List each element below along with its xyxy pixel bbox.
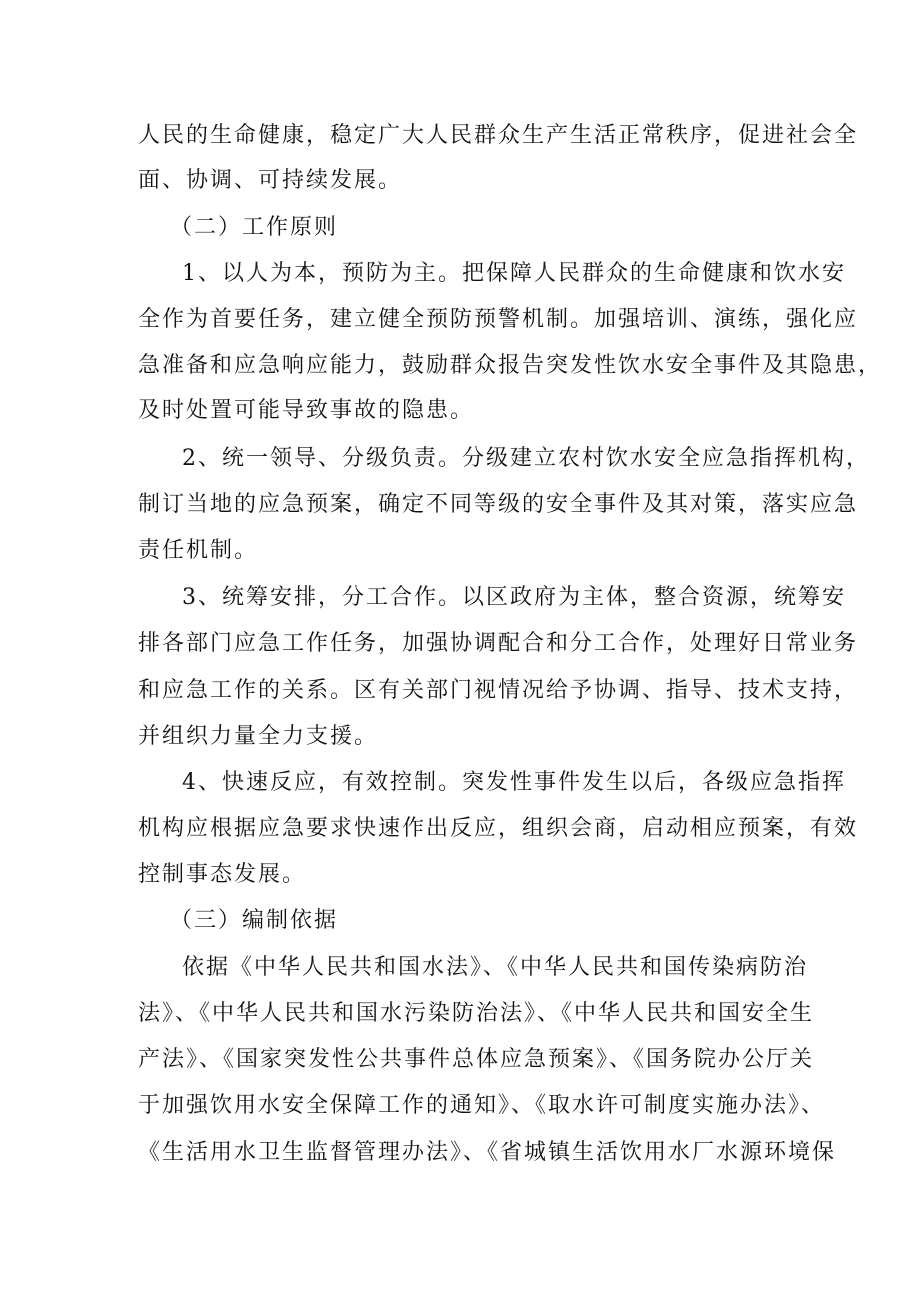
paragraph-line: 和应急工作的关系。区有关部门视情况给予协调、指导、技术支持，	[138, 678, 859, 703]
paragraph-line: 制订当地的应急预案，确定不同等级的安全事件及其对策，落实应急	[138, 492, 859, 517]
paragraph-line: 4、快速反应，有效控制。突发性事件发生以后，各级应急指挥	[182, 770, 846, 795]
paragraph-line: 及时处置可能导致事故的隐患。	[138, 398, 475, 423]
paragraph-line: 全作为首要任务，建立健全预防预警机制。加强培训、演练，强化应	[138, 307, 859, 332]
paragraph-line: 控制事态发展。	[138, 862, 307, 887]
paragraph-line: 于加强饮用水安全保障工作的通知》、《取水许可制度实施办法》、	[138, 1093, 826, 1118]
section-heading-basis: （三）编制依据	[170, 908, 339, 933]
paragraph-line: 1、以人为本，预防为主。把保障人民群众的生命健康和饮水安	[182, 261, 846, 286]
paragraph-line: 《生活用水卫生监督管理办法》、《省城镇生活饮用水厂水源环境保	[138, 1140, 837, 1165]
paragraph-line: 人民的生命健康，稳定广大人民群众生产生活正常秩序，促进社会全	[138, 123, 859, 148]
paragraph-line: 依据《中华人民共和国水法》、《中华人民共和国传染病防治	[182, 955, 809, 980]
paragraph-line: 并组织力量全力支援。	[138, 724, 379, 749]
paragraph-line: 机构应根据应急要求快速作出反应，组织会商，启动相应预案，有效	[138, 816, 859, 841]
paragraph-line: 排各部门应急工作任务，加强协调配合和分工合作，处理好日常业务	[138, 631, 859, 656]
paragraph-line: 责任机制。	[138, 538, 259, 563]
paragraph-line: 3、统筹安排，分工合作。以区政府为主体，整合资源，统筹安	[182, 585, 846, 610]
section-heading-work-principles: （二）工作原则	[170, 215, 339, 240]
paragraph-line: 急准备和应急响应能力，鼓励群众报告突发性饮水安全事件及其隐患，	[138, 353, 883, 378]
paragraph-line: 2、统一领导、分级负责。分级建立农村饮水安全应急指挥机构，	[182, 446, 870, 471]
paragraph-line: 产法》、《国家突发性公共事件总体应急预案》、《国务院办公厅关	[138, 1047, 815, 1072]
paragraph-line: 面、协调、可持续发展。	[138, 168, 403, 193]
paragraph-line: 法》、《中华人民共和国水污染防治法》、《中华人民共和国安全生	[138, 1001, 815, 1026]
